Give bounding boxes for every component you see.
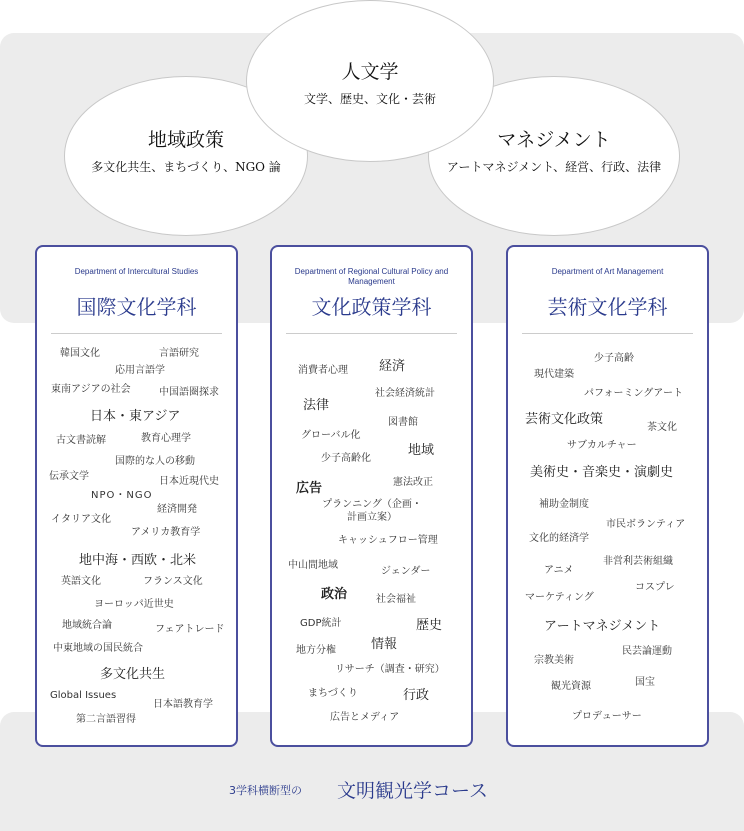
keyword: パフォーミングアート [584, 388, 683, 399]
department-name-ja: 芸術文化学科 [547, 295, 668, 319]
circle-title: 人文学 [341, 61, 399, 83]
keyword: ジェンダー [381, 566, 431, 577]
keyword: グローバル化 [301, 430, 361, 441]
keyword: 言語研究 [159, 348, 199, 359]
keyword: 地域統合論 [62, 620, 112, 631]
divider [51, 333, 222, 334]
keyword: 古文書読解 [56, 435, 106, 446]
keyword: サブカルチャー [567, 440, 637, 451]
keyword: NPO・NGO [91, 490, 153, 501]
keyword: 市民ボランティア [606, 519, 686, 530]
keyword: Global Issues [50, 690, 117, 701]
department-panel-regional-policy [270, 245, 473, 747]
keyword: プロデューサー [572, 711, 642, 722]
keyword: 広告 [296, 481, 323, 496]
keyword: プランニング（企画・計画立案） [322, 499, 422, 523]
keyword: 経済開発 [157, 504, 197, 515]
keyword: 観光資源 [551, 681, 591, 692]
department-panel-intercultural [35, 245, 238, 747]
course-name: 文明観光学コース [337, 780, 489, 802]
keyword: マーケティング [525, 592, 594, 603]
keyword: 地域 [408, 443, 435, 458]
keyword: 美術史・音楽史・演劇史 [530, 465, 674, 480]
keyword: 第二言語習得 [76, 714, 136, 725]
keyword: 宗教美術 [534, 655, 574, 666]
course-prefix: 3学科横断型の [229, 784, 302, 797]
circle-humanities [246, 0, 494, 162]
keyword: 国宝 [635, 677, 655, 688]
keyword: 少子高齢 [594, 353, 634, 364]
keyword: アメリカ教育学 [131, 527, 201, 538]
keyword: 中東地域の国民統合 [53, 643, 143, 654]
keyword: 韓国文化 [60, 348, 100, 359]
keyword: 日本近現代史 [159, 476, 219, 487]
keyword: ヨーロッパ近世史 [94, 599, 174, 610]
keyword: 少子高齢化 [321, 453, 371, 464]
keyword: 日本語教育学 [153, 699, 213, 710]
keyword: 消費者心理 [298, 365, 348, 376]
keyword: 東南アジアの社会 [51, 384, 131, 395]
keyword: リサーチ（調査・研究） [335, 664, 445, 675]
circle-subtitle: 多文化共生、まちづくり、NGO 論 [91, 160, 281, 174]
keyword: アートマネジメント [544, 619, 661, 634]
keyword: 社会経済統計 [375, 388, 435, 399]
keyword: 憲法改正 [393, 477, 433, 488]
keyword: 経済 [379, 359, 406, 374]
keyword: 補助金制度 [539, 499, 589, 510]
divider [522, 333, 693, 334]
keyword: イタリア文化 [51, 514, 111, 525]
keyword: 国際的な人の移動 [115, 456, 195, 467]
circle-title: 地域政策 [147, 129, 224, 151]
keyword: まちづくり [308, 688, 358, 699]
keyword: フェアトレード [155, 624, 225, 635]
keyword: 民芸論運動 [622, 646, 672, 657]
keyword: 歴史 [416, 618, 443, 633]
department-name-en: Department of Regional Cultural Policy and Management [294, 267, 449, 286]
keyword: 法律 [303, 398, 330, 413]
keyword: 教育心理学 [141, 433, 191, 444]
keyword: 現代建築 [534, 369, 574, 380]
keyword: 伝承文学 [49, 471, 89, 482]
keyword: コスプレ [635, 582, 675, 593]
keyword: 行政 [403, 688, 430, 703]
keyword: 地中海・西欧・北米 [79, 553, 197, 568]
department-name-en: Department of Art Management [551, 267, 664, 276]
keyword: キャッシュフロー管理 [338, 535, 438, 546]
keyword: 地方分権 [296, 645, 336, 656]
circle-title: マネジメント [497, 129, 611, 151]
keyword: 日本・東アジア [90, 409, 181, 424]
keyword: 中山間地域 [288, 560, 338, 571]
circle-subtitle: アートマネジメント、経営、行政、法律 [446, 160, 662, 174]
keyword: フランス文化 [143, 576, 203, 587]
keyword: 広告とメディア [330, 712, 400, 723]
department-name-ja: 文化政策学科 [311, 295, 432, 319]
department-name-ja: 国際文化学科 [76, 295, 197, 319]
keyword: 中国語圏探求 [159, 387, 219, 398]
keyword: 英語文化 [61, 576, 101, 587]
keyword: 政治 [321, 587, 348, 602]
circle-subtitle: 文学、歴史、文化・芸術 [303, 92, 436, 106]
keyword: 情報 [371, 637, 398, 652]
keyword: 芸術文化政策 [525, 412, 604, 427]
department-name-en: Department of Intercultural Studies [74, 267, 199, 276]
keyword: 多文化共生 [100, 667, 166, 682]
keyword: 社会福祉 [376, 594, 416, 605]
keyword: アニメ [544, 565, 574, 576]
divider [286, 333, 457, 334]
keyword: 応用言語学 [115, 365, 165, 376]
keyword: 図書館 [388, 417, 418, 428]
keyword: 茶文化 [647, 422, 677, 433]
department-panel-art-management [506, 245, 709, 747]
keyword: 非営利芸術組織 [603, 556, 673, 567]
keyword: 文化的経済学 [529, 533, 589, 544]
keyword: GDP統計 [300, 618, 342, 629]
